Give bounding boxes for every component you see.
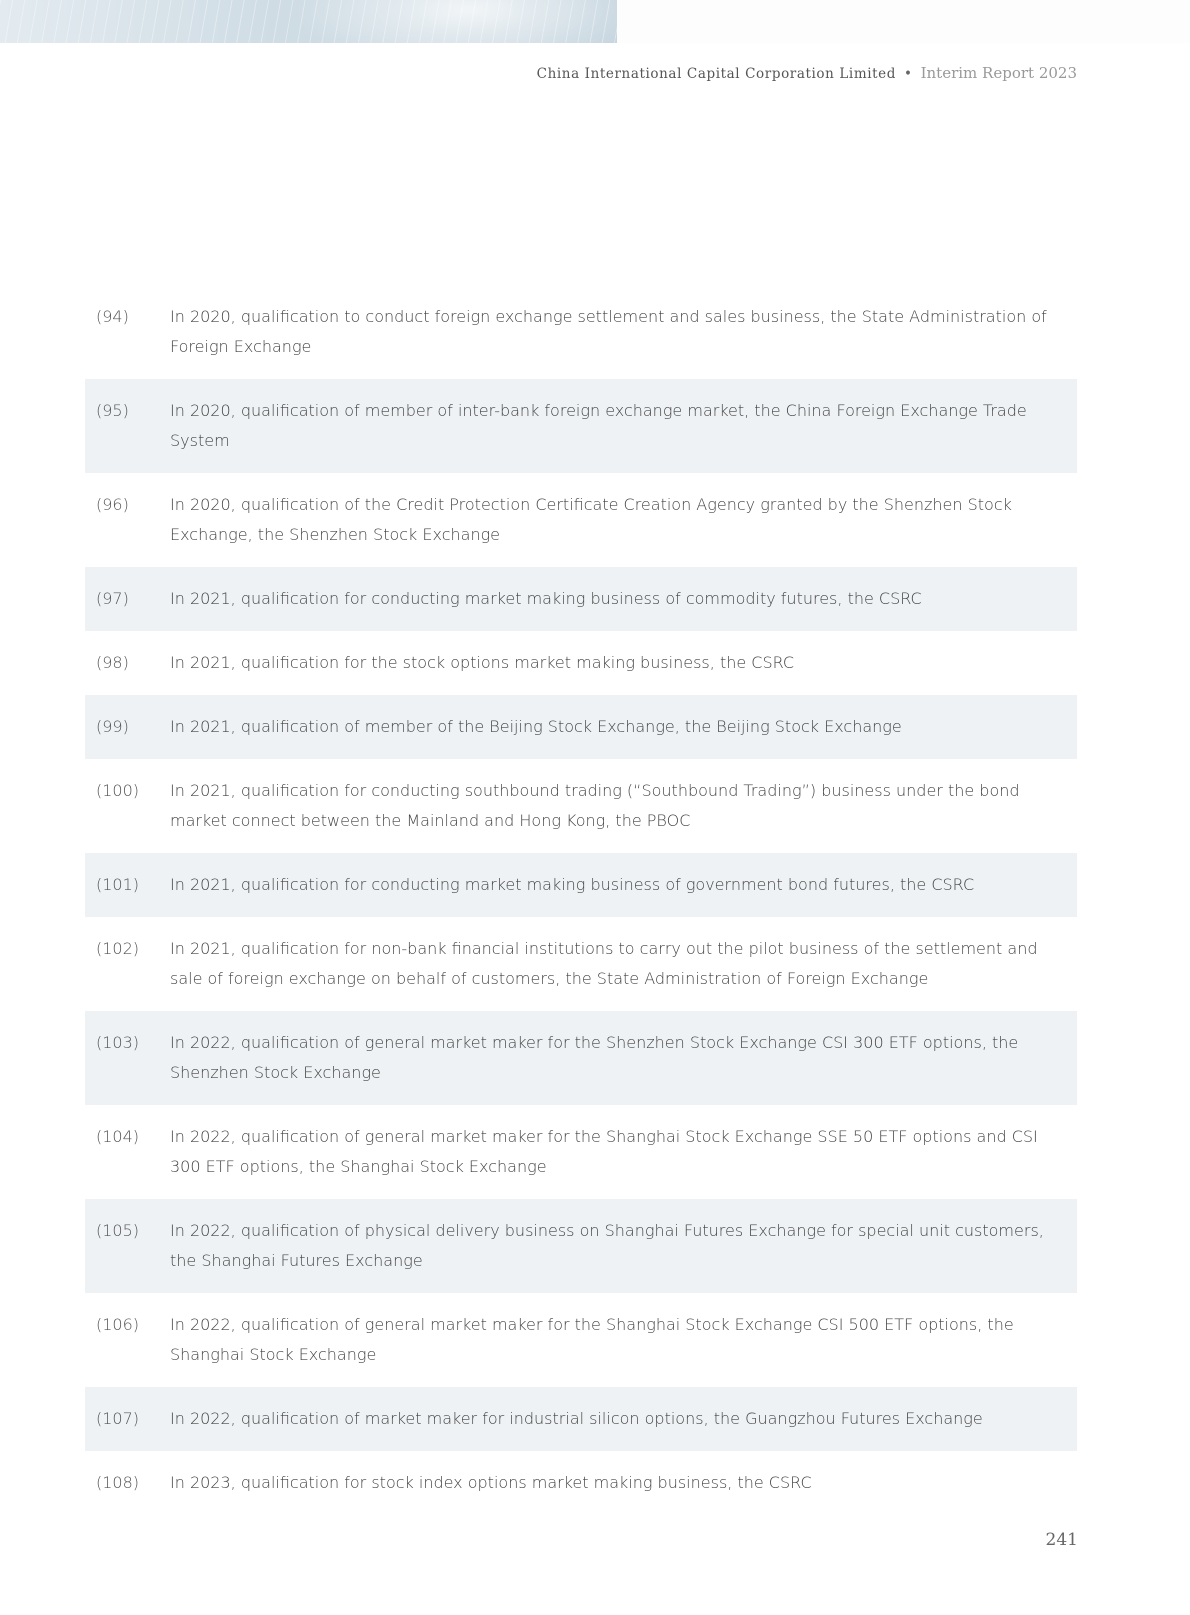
list-item (85, 695, 1077, 759)
report-title: Interim Report 2023 (920, 64, 1077, 82)
item-text: In 2022, qualification of general market maker for the Shanghai Stock Exchange SSE 50 ETF options and CSI 300 ETF options, the Shanghai Stock Exchange (170, 1127, 1038, 1176)
list-item (85, 1011, 1077, 1105)
item-text: In 2021, qualification for conducting market making business of government bond futures, the CSRC (170, 875, 975, 894)
item-number: (96) (96, 495, 129, 514)
item-number: (105) (96, 1221, 140, 1240)
header-banner-image (0, 0, 617, 43)
item-text: In 2021, qualification for conducting southbound trading (“Southbound Trading”) business under the bond market connect between the Mainland and Hong Kong, the PBOC (170, 781, 1020, 830)
list-item (85, 1451, 1077, 1515)
list-item (85, 1105, 1077, 1199)
item-number: (101) (96, 875, 140, 894)
list-item (85, 379, 1077, 473)
item-text: In 2020, qualification of member of inter-bank foreign exchange market, the China Foreign Exchange Trade System (170, 401, 1027, 450)
separator-dot: • (904, 66, 913, 82)
list-item (85, 285, 1077, 379)
item-number: (94) (96, 307, 129, 326)
item-number: (102) (96, 939, 140, 958)
list-item (85, 1293, 1077, 1387)
item-number: (108) (96, 1473, 140, 1492)
item-text: In 2022, qualification of physical delivery business on Shanghai Futures Exchange for special unit customers, the Shanghai Futures Exchange (170, 1221, 1044, 1270)
item-number: (97) (96, 589, 129, 608)
item-number: (104) (96, 1127, 140, 1146)
item-text: In 2022, qualification of market maker for industrial silicon options, the Guangzhou Futures Exchange (170, 1409, 983, 1428)
page-number: 241 (1045, 1530, 1078, 1550)
item-number: (100) (96, 781, 140, 800)
item-number: (107) (96, 1409, 140, 1428)
qualifications-list (85, 285, 1077, 1515)
company-name: China International Capital Corporation Limited (536, 66, 897, 82)
item-text: In 2021, qualification of member of the Beijing Stock Exchange, the Beijing Stock Exchange (170, 717, 902, 736)
list-item (85, 759, 1077, 853)
item-text: In 2021, qualification for the stock options market making business, the CSRC (170, 653, 795, 672)
item-text: In 2023, qualification for stock index options market making business, the CSRC (170, 1473, 812, 1492)
item-text: In 2022, qualification of general market maker for the Shenzhen Stock Exchange CSI 300 ETF options, the Shenzhen Stock Exchange (170, 1033, 1019, 1082)
item-text: In 2021, qualification for non-bank financial institutions to carry out the pilot business of the settlement and sale of foreign exchange on behalf of customers, the State Administration of Foreign Exchange (170, 939, 1038, 988)
list-item (85, 473, 1077, 567)
item-text: In 2021, qualification for conducting market making business of commodity futures, the CSRC (170, 589, 922, 608)
running-header (537, 64, 1077, 82)
list-item (85, 1387, 1077, 1451)
item-number: (106) (96, 1315, 140, 1334)
list-item (85, 567, 1077, 631)
list-item (85, 917, 1077, 1011)
list-item (85, 1199, 1077, 1293)
item-text: In 2020, qualification of the Credit Protection Certificate Creation Agency granted by the Shenzhen Stock Exchange, the Shenzhen Stock Exchange (170, 495, 1012, 544)
item-number: (103) (96, 1033, 140, 1052)
header-banner-fade (617, 0, 1190, 43)
item-number: (99) (96, 717, 129, 736)
list-item (85, 853, 1077, 917)
list-item (85, 631, 1077, 695)
item-number: (95) (96, 401, 129, 420)
item-text: In 2020, qualification to conduct foreign exchange settlement and sales business, the State Administration of Foreign Exchange (170, 307, 1047, 356)
item-number: (98) (96, 653, 129, 672)
item-text: In 2022, qualification of general market maker for the Shanghai Stock Exchange CSI 500 ETF options, the Shanghai Stock Exchange (170, 1315, 1014, 1364)
